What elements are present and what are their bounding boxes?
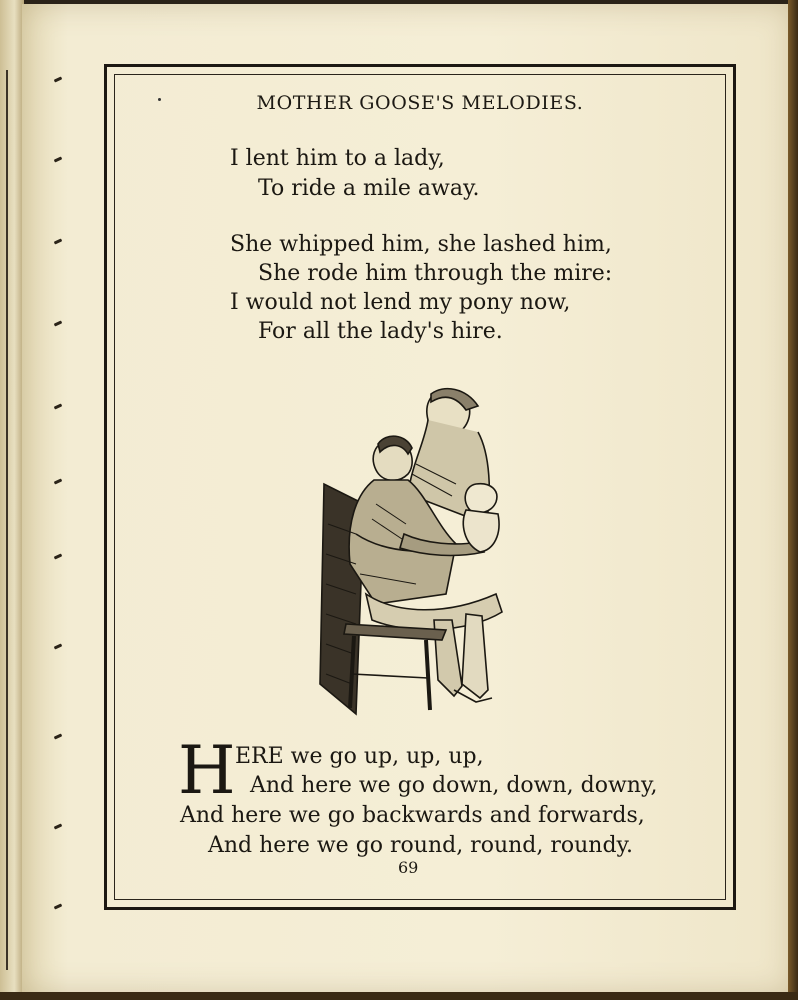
verse-line: She rode him through the mire: [258, 261, 613, 286]
verse-line: To ride a mile away. [258, 176, 480, 201]
running-head: MOTHER GOOSE'S MELODIES. [256, 92, 584, 114]
drop-cap: H [178, 732, 236, 809]
verse-line: And here we go down, down, downy, [250, 773, 658, 798]
verse-line: For all the lady's hire. [258, 319, 503, 344]
page-number: 69 [398, 858, 419, 877]
page-edge-right [788, 0, 798, 1000]
facing-page-edge [0, 0, 24, 1000]
engraving-woman-child-icon [316, 384, 516, 718]
verse-line: She whipped him, she lashed him, [230, 232, 612, 257]
verse-line: And here we go backwards and forwards, [180, 803, 645, 828]
verse-line: I lent him to a lady, [230, 146, 445, 171]
verse-line: ERE we go up, up, up, [235, 744, 484, 769]
page-edge-bottom [0, 992, 798, 1000]
verse-line: I would not lend my pony now, [230, 290, 571, 315]
verse-line: And here we go round, round, roundy. [208, 833, 634, 858]
